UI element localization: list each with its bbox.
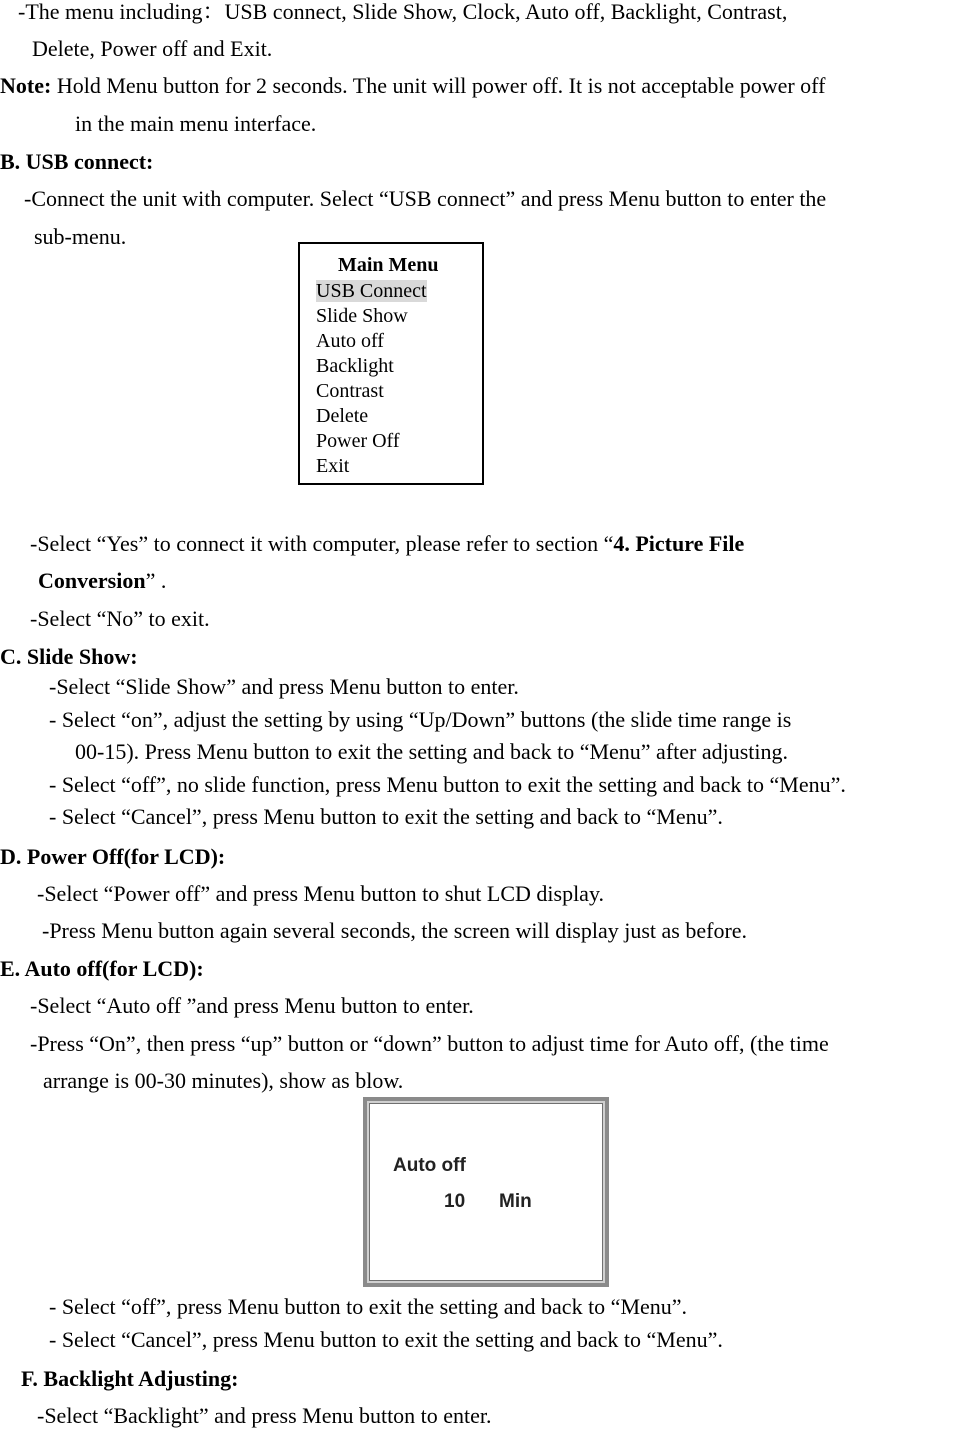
section-b-select-yes bbox=[30, 531, 744, 557]
section-b-select-no: -Select “No” to exit. bbox=[30, 606, 210, 631]
menu-item-backlight: Backlight bbox=[316, 355, 394, 377]
section-c-line-4: - Select “off”, no slide function, press Menu button to exit the setting and back to “Menu”. bbox=[49, 772, 846, 797]
intro-line-1: -The menu including：USB connect, Slide Show, Clock, Auto off, Backlight, Contrast, bbox=[18, 0, 788, 24]
note-line-2: in the main menu interface. bbox=[75, 111, 317, 136]
section-f-line-1: -Select “Backlight” and press Menu button to enter. bbox=[37, 1403, 492, 1428]
section-c-line-5: - Select “Cancel”, press Menu button to exit the setting and back to “Menu”. bbox=[49, 804, 723, 829]
section-e-heading: E. Auto off(for LCD): bbox=[0, 956, 204, 981]
note-label: Note: bbox=[0, 73, 52, 98]
section-c-line-2: - Select “on”, adjust the setting by using “Up/Down” buttons (the slide time range is bbox=[49, 707, 792, 732]
section-b-heading: B. USB connect: bbox=[0, 149, 154, 174]
section-f-heading: F. Backlight Adjusting: bbox=[21, 1366, 239, 1391]
section-b-select-yes-cont bbox=[38, 568, 166, 594]
menu-item-slide-show: Slide Show bbox=[316, 305, 408, 327]
menu-item-contrast: Contrast bbox=[316, 380, 384, 402]
menu-item-exit: Exit bbox=[316, 455, 350, 477]
picture-file-ref: 4. Picture File bbox=[613, 531, 745, 556]
section-c-heading: C. Slide Show: bbox=[0, 644, 138, 669]
section-e-line-4: - Select “off”, press Menu button to exit the setting and back to “Menu”. bbox=[49, 1294, 688, 1319]
select-yes-text: -Select “Yes” to connect it with computer, please refer to section “ bbox=[30, 531, 614, 556]
conversion-ref: Conversion bbox=[38, 568, 146, 593]
menu-item-power-off: Power Off bbox=[316, 430, 400, 452]
section-b-line-1: -Connect the unit with computer. Select “USB connect” and press Menu button to enter the bbox=[24, 186, 827, 211]
main-menu-box bbox=[298, 242, 484, 485]
select-yes-suffix: ” . bbox=[145, 568, 167, 593]
section-b-line-2: sub-menu. bbox=[34, 224, 127, 249]
intro-line-2: Delete, Power off and Exit. bbox=[32, 36, 273, 61]
menu-item-usb-connect: USB Connect bbox=[316, 280, 427, 302]
section-d-line-2: -Press Menu button again several seconds, the screen will display just as before. bbox=[42, 918, 748, 943]
note-text: Hold Menu button for 2 seconds. The unit will power off. It is not acceptable power off bbox=[51, 73, 826, 98]
section-c-line-1: -Select “Slide Show” and press Menu button to enter. bbox=[49, 674, 519, 699]
menu-item-delete: Delete bbox=[316, 405, 369, 427]
section-c-line-3: 00-15). Press Menu button to exit the setting and back to “Menu” after adjusting. bbox=[75, 739, 789, 764]
section-e-line-2: -Press “On”, then press “up” button or “down” button to adjust time for Auto off, (the time bbox=[30, 1031, 829, 1056]
section-d-heading: D. Power Off(for LCD): bbox=[0, 844, 226, 869]
auto-off-title: Auto off bbox=[393, 1155, 466, 1176]
auto-off-unit: Min bbox=[499, 1191, 532, 1212]
auto-off-value: 10 bbox=[444, 1191, 466, 1212]
note-line-1 bbox=[0, 73, 825, 99]
section-e-line-1: -Select “Auto off ”and press Menu button to enter. bbox=[30, 993, 474, 1018]
section-e-line-3: arrange is 00-30 minutes), show as blow. bbox=[43, 1068, 404, 1093]
section-d-line-1: -Select “Power off” and press Menu button to shut LCD display. bbox=[37, 881, 605, 906]
section-e-line-5: - Select “Cancel”, press Menu button to exit the setting and back to “Menu”. bbox=[49, 1327, 723, 1352]
menu-item-auto-off: Auto off bbox=[316, 330, 384, 352]
auto-off-screen bbox=[363, 1097, 609, 1287]
main-menu-title: Main Menu bbox=[338, 254, 439, 276]
